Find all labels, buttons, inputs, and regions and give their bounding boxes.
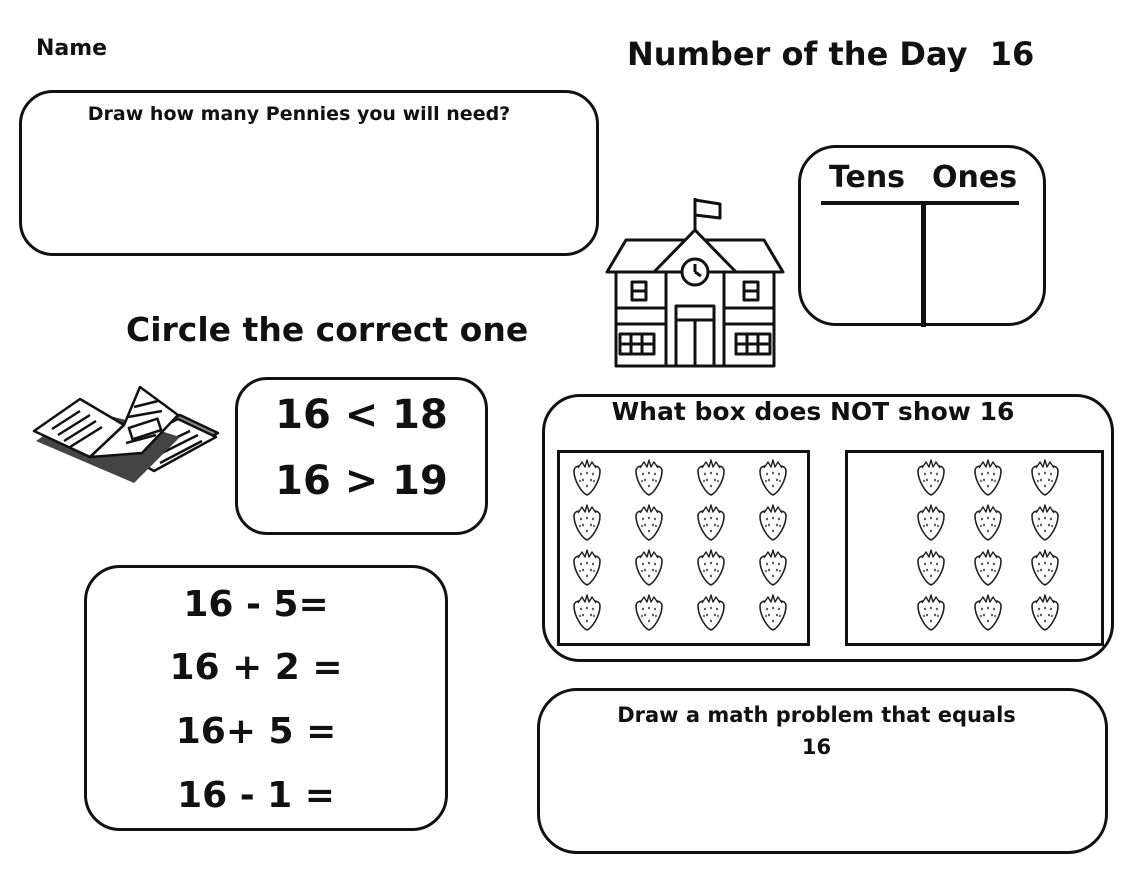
strawberry-icon — [971, 549, 1005, 587]
strawberry-icon — [971, 594, 1005, 632]
equations-box — [84, 565, 448, 831]
strawberry-box-b[interactable] — [845, 450, 1104, 646]
strawberry-icon — [914, 459, 948, 497]
which-box-title: What box does NOT show 16 — [611, 397, 1015, 426]
strawberry-icon — [756, 459, 790, 497]
open-book-icon — [30, 385, 220, 500]
draw-problem-prompt: Draw a math problem that equals — [617, 703, 1016, 727]
strawberry-icon — [632, 504, 666, 542]
strawberry-icon — [914, 504, 948, 542]
ones-label: Ones — [932, 160, 1018, 195]
strawberry-icon — [756, 594, 790, 632]
strawberry-icon — [1028, 594, 1062, 632]
strawberry-box-a[interactable] — [557, 450, 810, 646]
strawberry-icon — [632, 549, 666, 587]
strawberry-icon — [632, 594, 666, 632]
tens-ones-divider-horizontal — [821, 201, 1019, 205]
strawberry-icon — [694, 504, 728, 542]
strawberry-icon — [632, 459, 666, 497]
strawberry-icon — [694, 594, 728, 632]
compare-options-box[interactable] — [235, 377, 488, 535]
strawberry-icon — [1028, 459, 1062, 497]
strawberry-icon — [756, 504, 790, 542]
tens-ones-chart[interactable] — [798, 145, 1046, 326]
name-label: Name — [36, 36, 108, 61]
equation: 16+ 5 = — [175, 711, 337, 752]
circle-section-title: Circle the correct one — [126, 310, 529, 349]
compare-option[interactable]: 16 < 18 — [275, 392, 448, 438]
strawberry-icon — [570, 459, 604, 497]
strawberry-icon — [1028, 504, 1062, 542]
strawberry-icon — [971, 504, 1005, 542]
equation: 16 - 1 = — [177, 775, 335, 816]
strawberry-icon — [756, 549, 790, 587]
which-box-question — [542, 394, 1114, 662]
strawberry-icon — [914, 549, 948, 587]
tens-label: Tens — [829, 160, 906, 195]
strawberry-icon — [914, 594, 948, 632]
strawberry-icon — [694, 459, 728, 497]
strawberry-icon — [971, 459, 1005, 497]
strawberry-icon — [694, 549, 728, 587]
equation: 16 - 5= — [183, 584, 329, 625]
strawberry-icon — [570, 504, 604, 542]
school-building-icon — [604, 196, 786, 370]
strawberry-icon — [1028, 549, 1062, 587]
equation: 16 + 2 = — [169, 647, 343, 688]
pennies-prompt: Draw how many Pennies you will need? — [87, 103, 511, 125]
draw-problem-area[interactable] — [537, 688, 1108, 854]
page-title: Number of the Day 16 — [627, 35, 1035, 73]
strawberry-icon — [570, 549, 604, 587]
tens-ones-divider-vertical — [921, 201, 926, 327]
strawberry-icon — [570, 594, 604, 632]
compare-option[interactable]: 16 > 19 — [275, 458, 448, 504]
pennies-drawing-area[interactable] — [19, 90, 599, 256]
draw-problem-target: 16 — [801, 735, 832, 759]
